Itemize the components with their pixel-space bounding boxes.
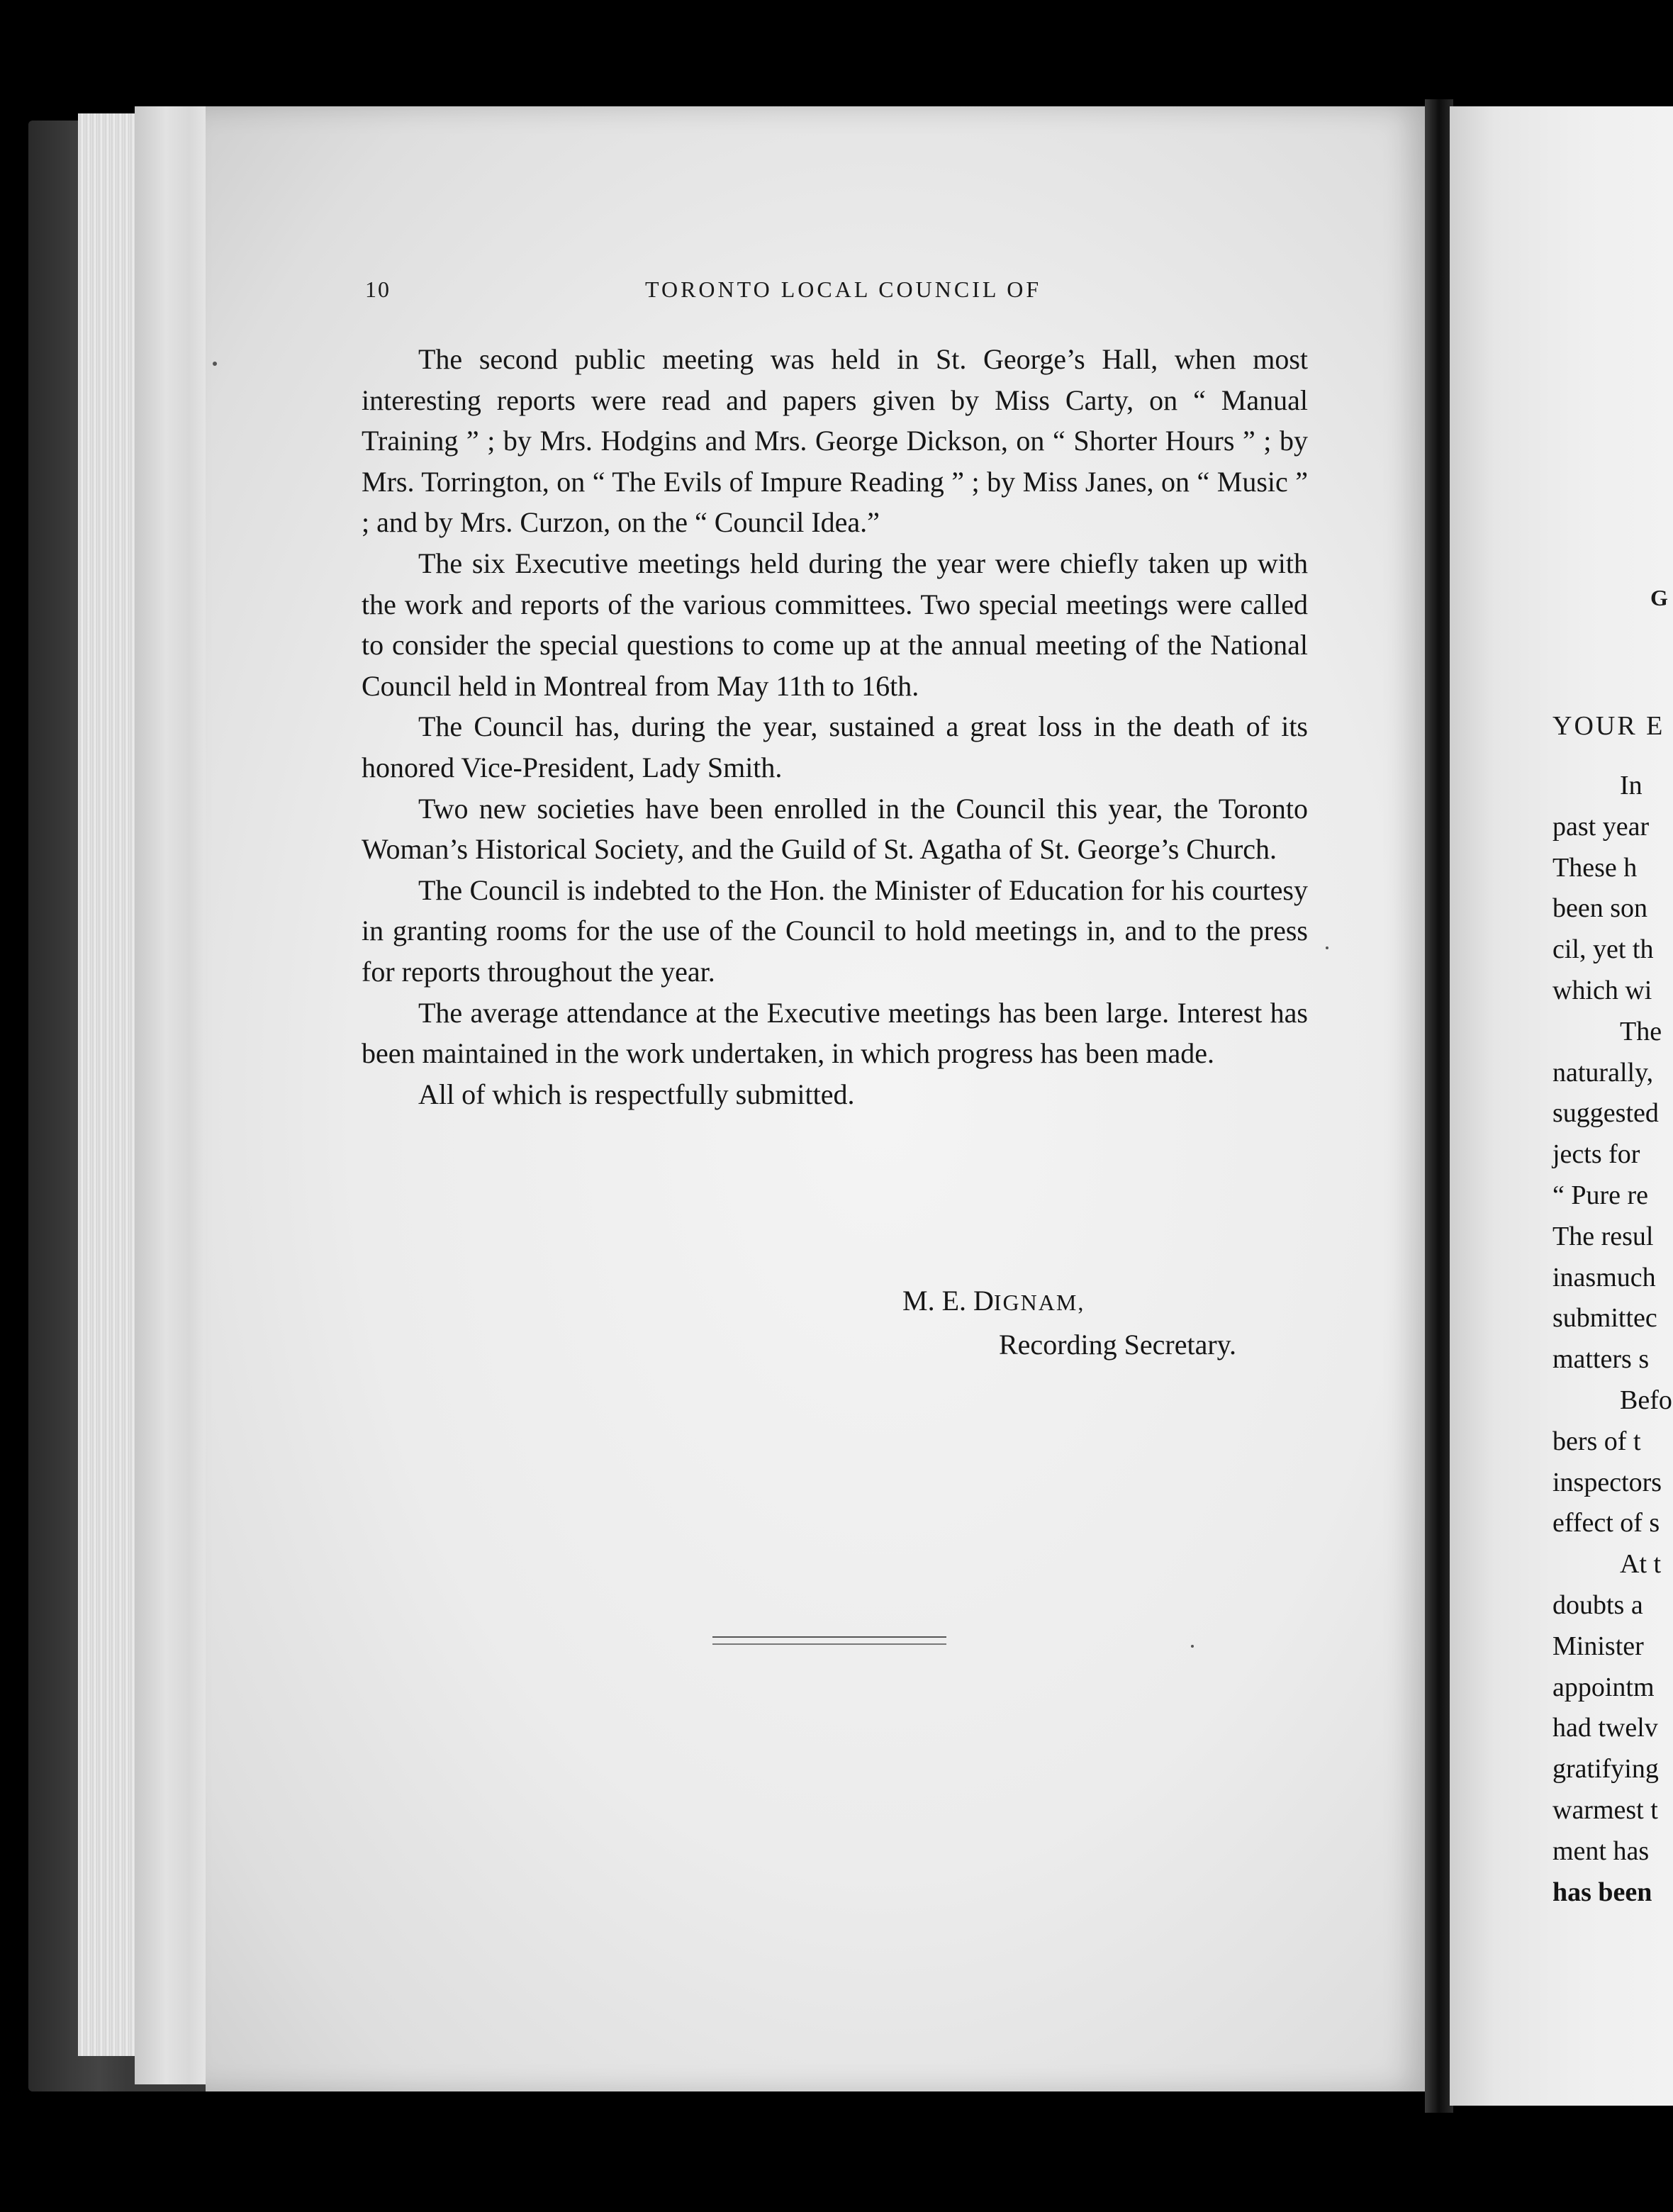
closing-line: All of which is respectfully submitted. [418,1078,855,1110]
right-page-line: been son [1552,893,1648,924]
signature-name [902,1280,1236,1324]
page-number: 10 [365,276,391,302]
right-page-line: inspectors [1552,1467,1662,1497]
paragraph-attendance: The average attendance at the Executive meetings has been large. Interest has been maintained in the work undertaken, in which progress has been made. [362,996,1308,1070]
page-stack-edge [78,113,135,2056]
section-end-rule [712,1636,946,1645]
page-header [365,276,1322,305]
right-page-line: has been [1552,1877,1652,1907]
right-page-line: submittec [1552,1303,1657,1334]
right-page-line: inasmuch [1552,1262,1656,1292]
scan-speck [1326,946,1328,949]
signature-initials: M. E. D [902,1285,994,1317]
right-page-line: In [1620,771,1643,800]
right-page-line: past year [1552,811,1650,842]
paragraph-executive-meetings: The six Executive meetings held during the year were chiefly taken up with the work and reports of the various committees. Two special meetings were called to consider the special questions to come up at the annual meeting of the National Council held in Montreal from May 11th to 16th. [362,547,1308,702]
paragraph-new-societies: Two new societies have been enrolled in the Council this year, the Toronto Woman’s Historical Society, and the Guild of St. Agatha of St. George’s Church. [362,792,1308,866]
right-page-line: ment has [1552,1836,1650,1866]
right-page-line: At t [1620,1549,1662,1580]
right-page-line: jects for [1552,1139,1640,1170]
right-page-line: matters s [1552,1344,1650,1375]
right-page-line: appointm [1552,1672,1655,1702]
right-page-text-fragments [1552,766,1673,1913]
right-page-line: naturally, [1552,1057,1654,1088]
paragraph-loss: The Council has, during the year, sustained a great loss in the death of its honored Vice-President, Lady Smith. [362,710,1308,783]
page-stack-inner-edge [135,106,213,2084]
right-page-line: warmest t [1552,1794,1658,1825]
paragraph-acknowledgement: The Council is indebted to the Hon. the Minister of Education for his courtesy in granting rooms for the use of the Council to hold meetings in, and to the press for reports throughout the year. [362,873,1308,988]
signature-title: Recording Secretary. [999,1329,1237,1361]
signature-surname: IGNAM, [993,1290,1085,1315]
right-page-salutation-fragment: YOUR E [1552,711,1665,741]
right-page-line: Befo [1620,1385,1672,1415]
paragraph-public-meeting: The second public meeting was held in St. George’s Hall, when most interesting reports were read and papers given by Miss Carty, on “ Manual Training ” ; by Mrs. Hodgins and Mrs. George Dickson, on “ Shorter Hours ” ; by Mrs. Torrington, on “ The Evils of Impure Reading ” ; by Miss Janes, on “ Music ” ; and by Mrs. Curzon, on the “ Council Idea.” [362,343,1308,539]
right-page-line: doubts a [1552,1590,1643,1620]
running-head: TORONTO LOCAL COUNCIL OF [645,276,1042,302]
scan-speck [213,362,217,366]
scan-speck [1191,1645,1194,1648]
right-page-line: gratifying [1552,1754,1659,1784]
right-page-line: Minister [1552,1631,1644,1661]
right-page-line: cil, yet th [1552,934,1654,965]
signature-block [902,1280,1236,1366]
right-page-line: The [1620,1016,1662,1046]
right-page-line: These h [1552,852,1638,883]
right-page-line: which wi [1552,975,1652,1005]
right-page-line: “ Pure re [1552,1180,1649,1210]
right-page-heading-fragment: G [1650,585,1668,610]
right-page-line: bers of t [1552,1426,1641,1456]
book-gutter [1425,99,1453,2113]
right-page-line: suggested [1552,1098,1659,1129]
right-page-line: effect of s [1552,1508,1660,1538]
right-page-line: The resul [1552,1221,1654,1251]
body-text [362,339,1308,1115]
right-page-line: had twelv [1552,1713,1658,1743]
